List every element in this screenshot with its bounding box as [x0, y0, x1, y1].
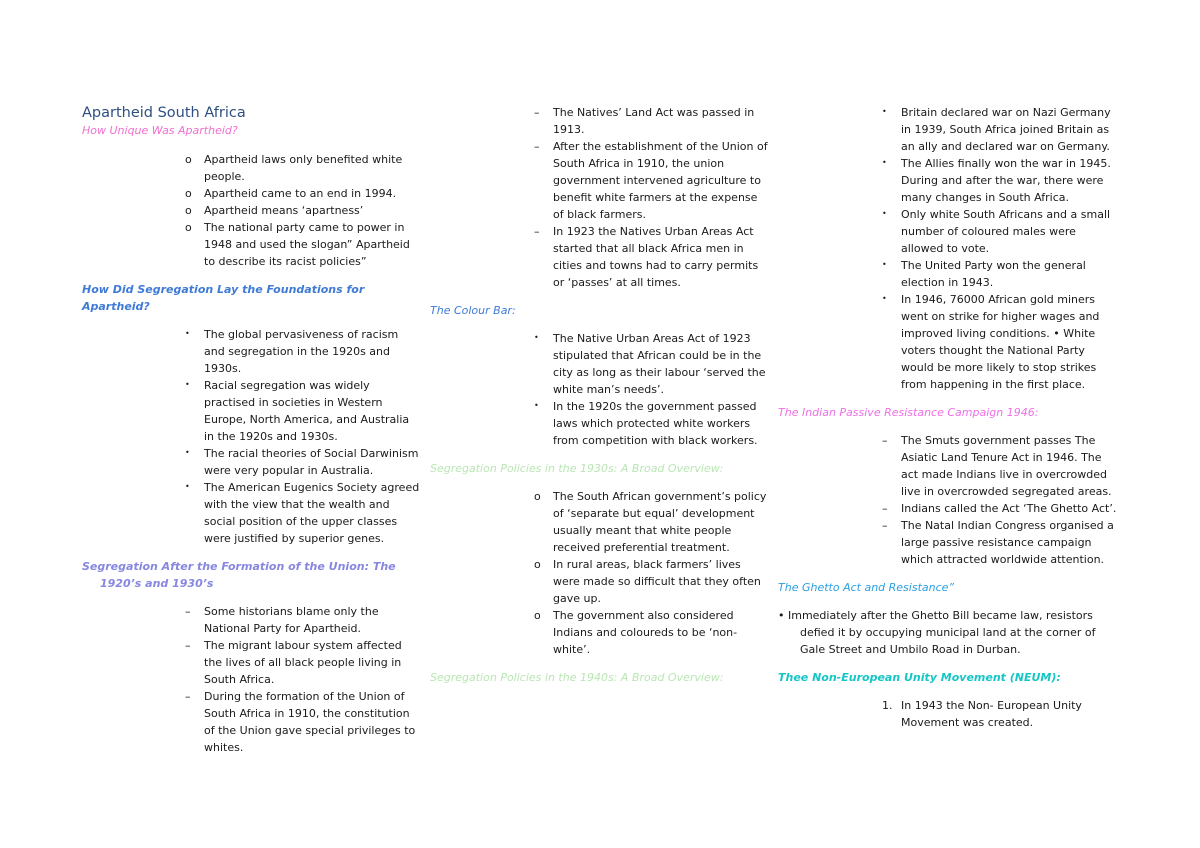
list-item: • The racial theories of Social Darwinism were very popular in Australia. — [82, 445, 422, 479]
heading-passive-resistance: The Indian Passive Resistance Campaign 1946: — [778, 406, 1039, 419]
dash-bullet-icon: – — [534, 225, 540, 238]
column-1 — [82, 104, 422, 756]
heading-segregation-after-union: Segregation After the Formation of the Union: The 1920’s and 1930’s — [82, 560, 396, 590]
bullet-icon: • — [185, 482, 190, 491]
bullet-icon: • — [185, 329, 190, 338]
list-item: o The national party came to power in 1948 and used the slogan” Apartheid to describe its racist policies” — [185, 221, 410, 268]
dash-bullet-icon: – — [882, 434, 888, 447]
list-item: – In 1923 the Natives Urban Areas Act started that all black Africa men in cities and towns had to carry permits or ‘passes’ at all times. — [534, 225, 759, 289]
list-item: o Apartheid means ‘apartness’ — [185, 204, 364, 217]
bullet-icon: • — [882, 294, 887, 303]
heading-segregation-foundations: How Did Segregation Lay the Foundations for Apartheid? — [82, 283, 365, 313]
bullet-icon: • — [882, 209, 887, 218]
bullet-icon: • — [185, 380, 190, 389]
list-item: o The government also considered Indians and coloureds to be ‘non-white’. — [534, 609, 738, 656]
dash-bullet-icon: – — [534, 106, 540, 119]
circle-bullet-icon: o — [185, 153, 192, 166]
list-natives-land-act — [430, 104, 770, 291]
list-how-unique — [82, 151, 422, 270]
list-item: – Indians called the Act ‘The Ghetto Act’. — [882, 502, 1117, 515]
dash-bullet-icon: – — [185, 605, 191, 618]
list-number: 1. — [882, 699, 893, 712]
list-item: • In the 1920s the government passed laws which protected white workers from competition with black workers. — [430, 398, 770, 449]
list-item: o In rural areas, black farmers’ lives were made so difficult that they often gave up. — [534, 558, 761, 605]
list-item: – The Smuts government passes The Asiatic Land Tenure Act in 1946. The act made Indians live in overcrowded live in overcrowded segregated areas. — [882, 434, 1112, 498]
circle-bullet-icon: o — [185, 204, 192, 217]
column-3 — [778, 104, 1118, 731]
list-item: • Only white South Africans and a small number of coloured males were allowed to vote. — [778, 206, 1118, 257]
list-segregation-after-union — [82, 603, 422, 756]
dash-bullet-icon: – — [882, 519, 888, 532]
circle-bullet-icon: o — [534, 558, 541, 571]
dash-bullet-icon: – — [185, 639, 191, 652]
bullet-icon: • — [882, 107, 887, 116]
dash-bullet-icon: – — [882, 502, 888, 515]
list-passive-resistance — [778, 432, 1118, 568]
document-title: Apartheid South Africa — [82, 105, 246, 121]
dash-bullet-icon: – — [185, 690, 191, 703]
heading-neum: Thee Non-European Unity Movement (NEUM): — [778, 671, 1061, 684]
bullet-icon: • — [185, 448, 190, 457]
column-2 — [430, 104, 770, 686]
list-item: – The Natives’ Land Act was passed in 1913. — [534, 106, 755, 136]
heading-segregation-1930s: Segregation Policies in the 1930s: A Broad Overview: — [430, 462, 724, 475]
list-colour-bar — [430, 330, 770, 449]
ghetto-act-paragraph: • Immediately after the Ghetto Bill became law, resistors defied it by occupying municipal land at the corner of Gale Street and Umbilo Road in Durban. — [778, 609, 1096, 656]
list-item: 1. In 1943 the Non- European Unity Movement was created. — [882, 699, 1082, 729]
list-item: – After the establishment of the Union of South Africa in 1910, the union government intervened agriculture to benefit white farmers at the expense of black farmers. — [534, 140, 768, 221]
list-item: – The migrant labour system affected the lives of all black people living in South Africa. — [185, 639, 402, 686]
list-item: – The Natal Indian Congress organised a large passive resistance campaign which attracted worldwide attention. — [882, 519, 1114, 566]
heading-segregation-1940s: Segregation Policies in the 1940s: A Broad Overview: — [430, 671, 724, 684]
heading-how-unique: How Unique Was Apartheid? — [82, 124, 238, 137]
bullet-icon: • — [534, 401, 539, 410]
list-item: – During the formation of the Union of South Africa in 1910, the constitution of the Union gave special privileges to whites. — [185, 690, 416, 754]
list-item: • Racial segregation was widely practised in societies in Western Europe, North America, and Australia in the 1920s and 1930s. — [82, 377, 422, 445]
list-segregation-1930s — [430, 488, 770, 658]
list-item: o Apartheid came to an end in 1994. — [185, 187, 397, 200]
list-item: o Apartheid laws only benefited white people. — [185, 153, 403, 183]
list-segregation-foundations — [82, 326, 422, 547]
list-item: • The American Eugenics Society agreed with the view that the wealth and social position of the upper classes were justified by superior genes. — [82, 479, 422, 547]
list-item: • The Allies finally won the war in 1945. During and after the war, there were many changes in South Africa. — [778, 155, 1118, 206]
list-item: • The global pervasiveness of racism and segregation in the 1920s and 1930s. — [82, 326, 422, 377]
heading-ghetto-act: The Ghetto Act and Resistance” — [778, 581, 955, 594]
circle-bullet-icon: o — [534, 490, 541, 503]
list-item: • In 1946, 76000 African gold miners went on strike for higher wages and improved living conditions. • White voters thought the National Party would be more likely to stop strikes from happening in the first place. — [778, 291, 1118, 393]
dash-bullet-icon: – — [534, 140, 540, 153]
list-neum — [778, 697, 1118, 731]
list-item: o The South African government’s policy of ‘separate but equal’ development usually meant that white people received preferential treatment. — [534, 490, 767, 554]
circle-bullet-icon: o — [534, 609, 541, 622]
list-war-era — [778, 104, 1118, 393]
list-item: • The Native Urban Areas Act of 1923 stipulated that African could be in the city as long as their labour ‘served the white man’s needs’. — [430, 330, 770, 398]
circle-bullet-icon: o — [185, 187, 192, 200]
bullet-icon: • — [534, 333, 539, 342]
circle-bullet-icon: o — [185, 221, 192, 234]
list-item: • Britain declared war on Nazi Germany in 1939, South Africa joined Britain as an ally and declared war on Germany. — [778, 104, 1118, 155]
bullet-icon: • — [882, 260, 887, 269]
list-item: – Some historians blame only the National Party for Apartheid. — [185, 605, 379, 635]
list-item: • The United Party won the general election in 1943. — [778, 257, 1118, 291]
bullet-icon: • — [882, 158, 887, 167]
heading-colour-bar: The Colour Bar: — [430, 304, 516, 317]
